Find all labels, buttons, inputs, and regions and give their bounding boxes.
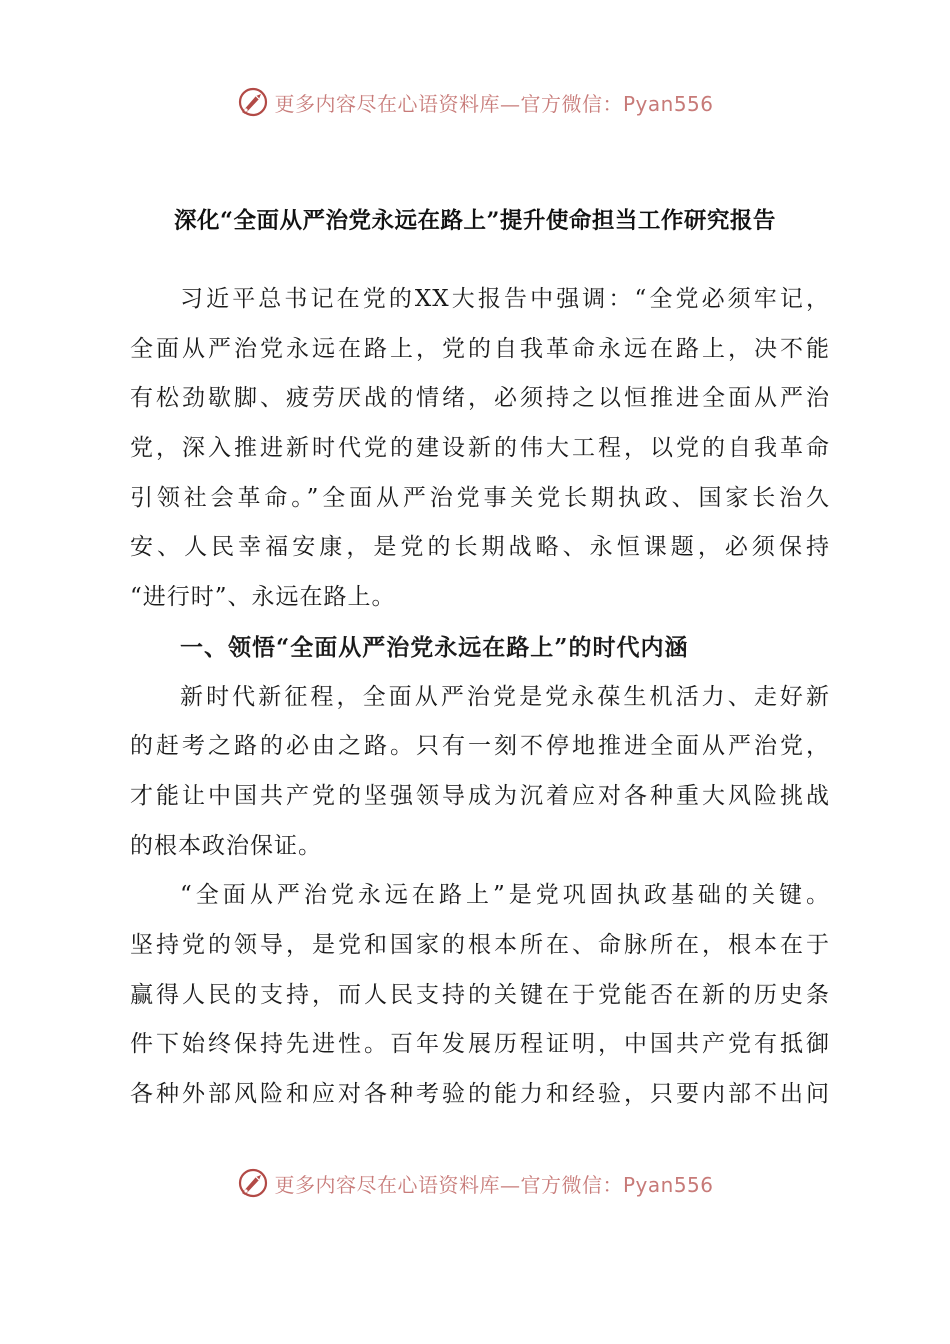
section-heading: 一、领悟“全面从严治党永远在路上”的时代内涵 <box>180 633 689 661</box>
watermark-banner-top <box>0 82 950 122</box>
watermark-wechat-id: Pyan556 <box>622 91 714 116</box>
paragraph-line: 有松劲歇脚、疲劳厌战的情绪，必须持之以恒推进全面从严治 <box>130 385 830 412</box>
paragraph-line: 全面从严治党永远在路上，党的自我革命永远在路上，决不能 <box>130 335 830 362</box>
watermark-site-text: 更多内容尽在心语资料库—官方微信： <box>274 1172 623 1197</box>
watermark-banner-bottom <box>0 1163 950 1203</box>
paragraph-line: 的赶考之路的必由之路。只有一刻不停地推进全面从严治党， <box>130 733 830 760</box>
watermark-wechat-id: Pyan556 <box>622 1172 714 1197</box>
watermark-text <box>274 1169 713 1198</box>
paragraph-line: “全面从严治党永远在路上”是党巩固执政基础的关键。 <box>180 882 830 909</box>
paragraph-line: 的根本政治保证。 <box>130 832 322 859</box>
document-body <box>130 275 830 1120</box>
pen-nib-logo-icon <box>236 85 270 119</box>
paragraph-line: “进行时”、永远在路上。 <box>130 584 396 611</box>
watermark-text <box>274 88 713 117</box>
paragraph-line: 党，深入推进新时代党的建设新的伟大工程，以党的自我革命 <box>130 435 830 462</box>
paragraph-line: 才能让中国共产党的坚强领导成为沉着应对各种重大风险挑战 <box>130 782 830 809</box>
paragraph-line: 习近平总书记在党的XX大报告中强调：“全党必须牢记， <box>180 286 830 312</box>
paragraph-line: 安、人民幸福安康，是党的长期战略、永恒课题，必须保持 <box>130 534 830 561</box>
paragraph-line: 引领社会革命。”全面从严治党事关党长期执政、国家长治久 <box>130 484 830 511</box>
paragraph-line: 赢得人民的支持，而人民支持的关键在于党能否在新的历史条 <box>130 981 830 1008</box>
paragraph-line: 坚持党的领导，是党和国家的根本所在、命脉所在，根本在于 <box>130 931 830 958</box>
watermark-site-text: 更多内容尽在心语资料库—官方微信： <box>274 91 623 116</box>
paragraph-line: 件下始终保持先进性。百年发展历程证明，中国共产党有抵御 <box>130 1031 830 1058</box>
document-title: 深化“全面从严治党永远在路上”提升使命担当工作研究报告 <box>174 208 776 234</box>
pen-nib-logo-icon <box>236 1166 270 1200</box>
paragraph-line: 各种外部风险和应对各种考验的能力和经验，只要内部不出问 <box>130 1081 830 1107</box>
paragraph-line: 新时代新征程，全面从严治党是党永葆生机活力、走好新 <box>180 683 830 710</box>
